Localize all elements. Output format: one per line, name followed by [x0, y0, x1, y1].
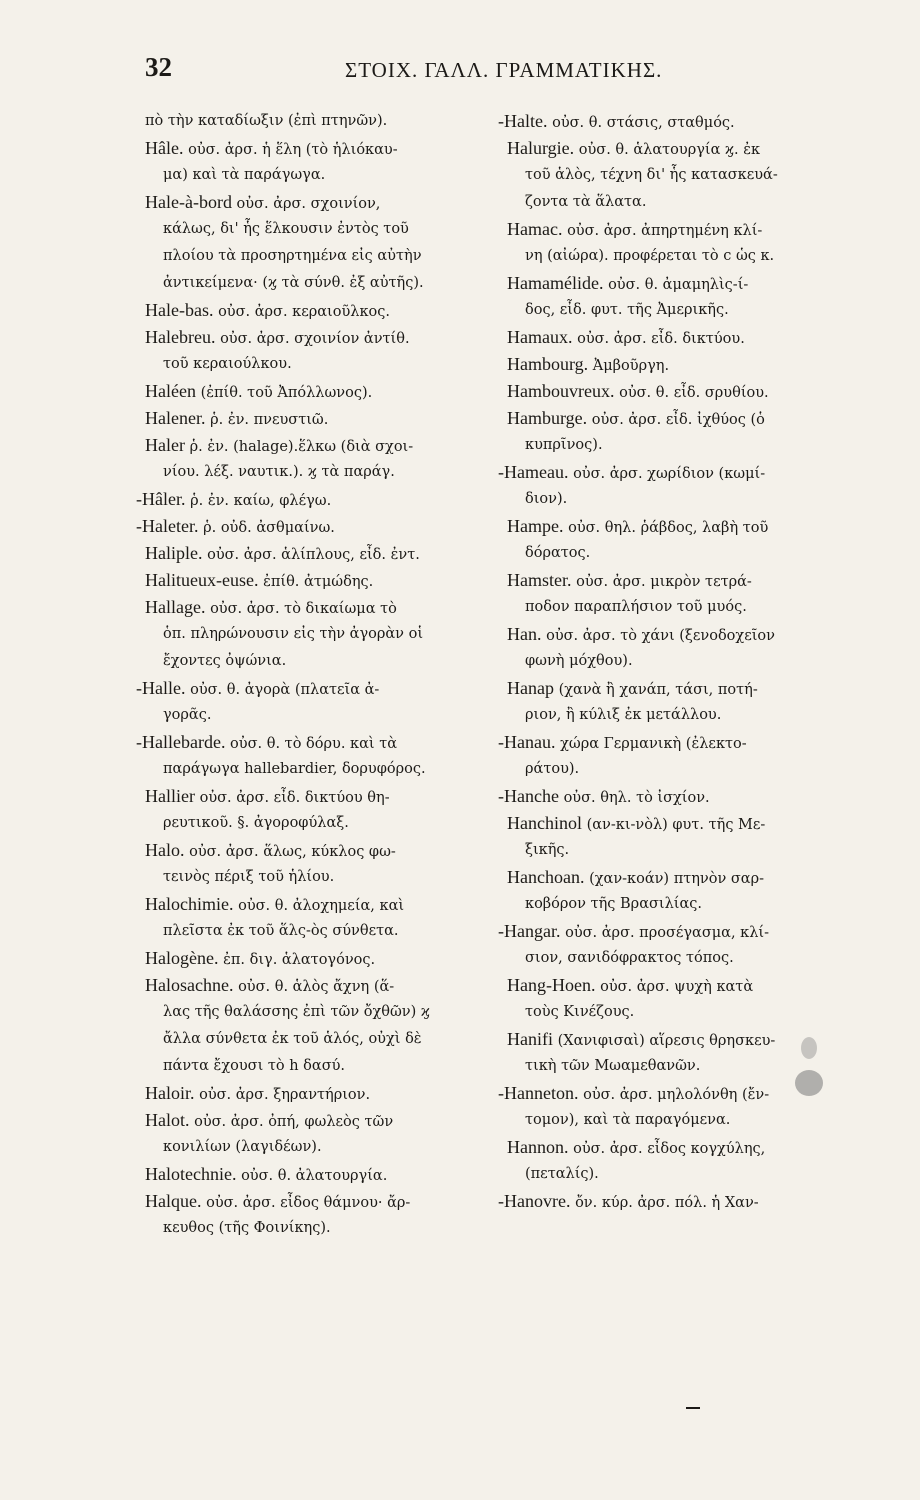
dictionary-entry-line: -Hâler. ῥ. ἐν. καίω, φλέγω.	[136, 489, 332, 509]
dictionary-entry-line: -Halte. οὐσ. θ. στάσις, σταθμός.	[498, 111, 735, 131]
dictionary-entry-line: Halotechnie. οὐσ. θ. ἀλατουργία.	[145, 1164, 388, 1184]
dictionary-entry-line: -Halle. οὐσ. θ. ἀγορὰ (πλατεῖα ἀ-	[136, 678, 380, 698]
ink-stain	[795, 1070, 823, 1096]
entry-continuation-line: ράτου).	[525, 761, 580, 777]
dictionary-entry-line: Halot. οὐσ. ἀρσ. ὀπή, φωλεὸς τῶν	[145, 1110, 394, 1130]
entry-continuation-line: παράγωγα hallebardier, δορυφόρος.	[163, 761, 426, 777]
entry-continuation-line: δόρατος.	[525, 545, 591, 561]
dictionary-entry-line: Hanap (χανὰ ἢ χανάπ, τάσι, ποτή-	[507, 678, 758, 698]
entry-continuation-line: λας τῆς θαλάσσης ἐπὶ τῶν ὄχθῶν) ϗ	[163, 1004, 430, 1020]
entry-continuation-line: φωνὴ μόχθου).	[525, 653, 633, 669]
entry-continuation-line: τοὺς Κινέζους.	[525, 1004, 635, 1020]
dictionary-entry-line: Haliple. οὐσ. ἀρσ. ἁλίπλους, εἶδ. ἐντ.	[145, 543, 420, 563]
ink-stain	[801, 1037, 817, 1059]
dictionary-entry-line: πὸ τὴν καταδίωξιν (ἐπὶ πτηνῶν).	[145, 113, 388, 129]
entry-continuation-line: τικὴ τῶν Μωαμεθανῶν.	[525, 1058, 701, 1074]
entry-continuation-line: τομον), καὶ τὰ παραγόμενα.	[525, 1112, 731, 1128]
dictionary-entry-line: -Hanovre. ὄν. κύρ. ἀρσ. πόλ. ἡ Χαν-	[498, 1191, 759, 1211]
dictionary-entry-line: -Hanau. χώρα Γερμανικὴ (ἐλεκτο-	[498, 732, 747, 752]
dictionary-entry-line: Hamac. οὐσ. ἀρσ. ἀπηρτημένη κλί-	[507, 219, 763, 239]
entry-continuation-line: ρευτικοῦ. §. ἀγοροφύλαξ.	[163, 815, 349, 831]
dictionary-entry-line: Hale-à-bord οὐσ. ἀρσ. σχοινίον,	[145, 192, 381, 212]
dictionary-entry-line: Halo. οὐσ. ἀρσ. ἅλως, κύκλος φω-	[145, 840, 396, 860]
entry-continuation-line: μα) καὶ τὰ παράγωγα.	[163, 167, 326, 183]
entry-continuation-line: τεινὸς πέριξ τοῦ ἡλίου.	[163, 869, 335, 885]
entry-continuation-line: πλεῖστα ἐκ τοῦ ἅλς-ὸς σύνθετα.	[163, 923, 399, 939]
entry-continuation-line: τοῦ κεραιούλκου.	[163, 356, 292, 372]
entry-continuation-line: (πεταλίς).	[525, 1166, 599, 1182]
running-title: ΣΤΟΙΧ. ΓΑΛΛ. ΓΡΑΜΜΑΤΙΚΗΣ.	[345, 58, 663, 82]
dictionary-entry-line: Halosachne. οὐσ. θ. ἁλὸς ἄχνη (ἅ-	[145, 975, 395, 995]
dictionary-entry-line: Hamburge. οὐσ. ἀρσ. εἶδ. ἰχθύος (ὁ	[507, 408, 765, 428]
dictionary-entry-line: Hanchinol (αν-κι-νὸλ) φυτ. τῆς Με-	[507, 813, 766, 833]
dictionary-entry-line: Hamster. οὐσ. ἀρσ. μικρὸν τετρά-	[507, 570, 752, 590]
dictionary-entry-line: Hallage. οὐσ. ἀρσ. τὸ δικαίωμα τὸ	[145, 597, 397, 617]
dictionary-entry-line: -Haleter. ῥ. οὐδ. ἀσθμαίνω.	[136, 516, 335, 536]
dictionary-entry-line: Halque. οὐσ. ἀρσ. εἶδος θάμνου· ἄρ-	[145, 1191, 411, 1211]
entry-continuation-line: ξικῆς.	[525, 842, 570, 858]
entry-continuation-line: ὁπ. πληρώνουσιν εἰς τὴν ἀγορὰν οἱ	[163, 626, 424, 642]
dictionary-entry-line: Hannon. οὐσ. ἀρσ. εἶδος κογχύλης,	[507, 1137, 766, 1157]
dictionary-entry-line: Hamamélide. οὐσ. θ. ἀμαμηλὶς-ί-	[507, 273, 749, 293]
dictionary-entry-line: Haléen (ἐπίθ. τοῦ Ἀπόλλωνος).	[145, 381, 373, 401]
dictionary-entry-line: Halochimie. οὐσ. θ. ἀλοχημεία, καὶ	[145, 894, 405, 914]
dictionary-entry-line: Hambouvreux. οὐσ. θ. εἶδ. σρυθίου.	[507, 381, 769, 401]
entry-continuation-line: δος, εἶδ. φυτ. τῆς Ἀμερικῆς.	[525, 302, 729, 318]
dictionary-entry-line: Haloir. οὐσ. ἀρσ. ξηραντήριον.	[145, 1083, 371, 1103]
dictionary-entry-line: Hambourg. Ἀμβοῦργη.	[507, 354, 670, 374]
dictionary-entry-line: Halogène. ἐπ. διγ. ἁλατογόνος.	[145, 948, 376, 968]
dictionary-entry-line: Hanifi (Χανιφισαὶ) αἵρεσις θρησκευ-	[507, 1029, 776, 1049]
dictionary-entry-line: -Hanche οὐσ. θηλ. τὸ ἰσχίον.	[498, 786, 710, 806]
dictionary-entry-line: -Hallebarde. οὐσ. θ. τὸ δόρυ. καὶ τὰ	[136, 732, 398, 752]
dictionary-entry-line: Haler ῥ. ἐν. (halage).ἕλκω (διὰ σχοι-	[145, 435, 414, 455]
entry-continuation-line: κοβόρον τῆς Βρασιλίας.	[525, 896, 702, 912]
dictionary-entry-line: -Hameau. οὐσ. ἀρσ. χωρίδιον (κωμί-	[498, 462, 766, 482]
entry-continuation-line: ἄλλα σύνθετα ἐκ τοῦ ἁλός, οὐχὶ δὲ	[163, 1031, 422, 1047]
entry-continuation-line: πλοίου τὰ προσηρτημένα εἰς αὐτὴν	[163, 248, 422, 264]
page-number: 32	[145, 52, 172, 82]
entry-continuation-line: ποδον παραπλήσιον τοῦ μυός.	[525, 599, 747, 615]
entry-continuation-line: νίου. λέξ. ναυτικ.). ϗ τὰ παράγ.	[163, 464, 395, 480]
dictionary-entry-line: Hâle. οὐσ. ἀρσ. ἡ ἕλη (τὸ ἡλιόκαυ-	[145, 138, 398, 158]
entry-continuation-line: τοῦ ἁλὸς, τέχνη δι' ἧς κατασκευά-	[525, 167, 778, 183]
dictionary-entry-line: Han. οὐσ. ἀρσ. τὸ χάνι (ξενοδοχεῖον	[507, 624, 775, 644]
dictionary-entry-line: Hang-Hoen. οὐσ. ἀρσ. ψυχὴ κατὰ	[507, 975, 754, 995]
entry-continuation-line: γορᾶς.	[163, 707, 212, 723]
entry-continuation-line: κευθος (τῆς Φοινίκης).	[163, 1220, 331, 1236]
entry-continuation-line: ἔχοντες ὀψώνια.	[163, 653, 287, 669]
footer-mark	[686, 1407, 700, 1409]
dictionary-entry-line: -Hanneton. οὐσ. ἀρσ. μηλολόνθη (ἔν-	[498, 1083, 770, 1103]
entry-continuation-line: κάλως, δι' ἧς ἕλκουσιν ἐντὸς τοῦ	[163, 221, 409, 237]
entry-continuation-line: πάντα ἔχουσι τὸ h δασύ.	[163, 1058, 346, 1074]
entry-continuation-line: κονιλίων (λαγιδέων).	[163, 1139, 322, 1155]
dictionary-entry-line: Halitueux-euse. ἐπίθ. ἀτμώδης.	[145, 570, 374, 590]
left-column	[136, 108, 490, 1242]
dictionary-entry-line: Hale-bas. οὐσ. ἀρσ. κεραιοῦλκος.	[145, 300, 391, 320]
dictionary-entry-line: Halener. ῥ. ἐν. πνευστιῶ.	[145, 408, 329, 428]
dictionary-entry-line: Hamaux. οὐσ. ἀρσ. εἶδ. δικτύου.	[507, 327, 745, 347]
page-header	[145, 52, 835, 92]
entry-continuation-line: νη (αἰώρα). προφέρεται τὸ c ὡς κ.	[525, 248, 775, 264]
entry-continuation-line: κυπρῖνος).	[525, 437, 603, 453]
entry-continuation-line: ζοντα τὰ ἅλατα.	[525, 194, 647, 210]
dictionary-entry-line: Halurgie. οὐσ. θ. ἁλατουργία ϗ. ἐκ	[507, 138, 761, 158]
dictionary-entry-line: -Hangar. οὐσ. ἀρσ. προσέγασμα, κλί-	[498, 921, 770, 941]
entry-continuation-line: σιον, σανιδόφρακτος τόπος.	[525, 950, 734, 966]
entry-continuation-line: ἀντικείμενα· (ϗ τὰ σύνθ. ἐξ αὐτῆς).	[163, 275, 424, 291]
dictionary-entry-line: Hanchoan. (χαν-κοάν) πτηνὸν σαρ-	[507, 867, 765, 887]
dictionary-entry-line: Halebreu. οὐσ. ἀρσ. σχοινίον ἀντίθ.	[145, 327, 410, 347]
entry-continuation-line: διον).	[525, 491, 568, 507]
dictionary-entry-line: Hallier οὐσ. ἀρσ. εἶδ. δικτύου θη-	[145, 786, 390, 806]
dictionary-entry-line: Hampe. οὐσ. θηλ. ῥάβδος, λαβὴ τοῦ	[507, 516, 769, 536]
entry-continuation-line: ριον, ἢ κύλιξ ἐκ μετάλλου.	[525, 707, 722, 723]
